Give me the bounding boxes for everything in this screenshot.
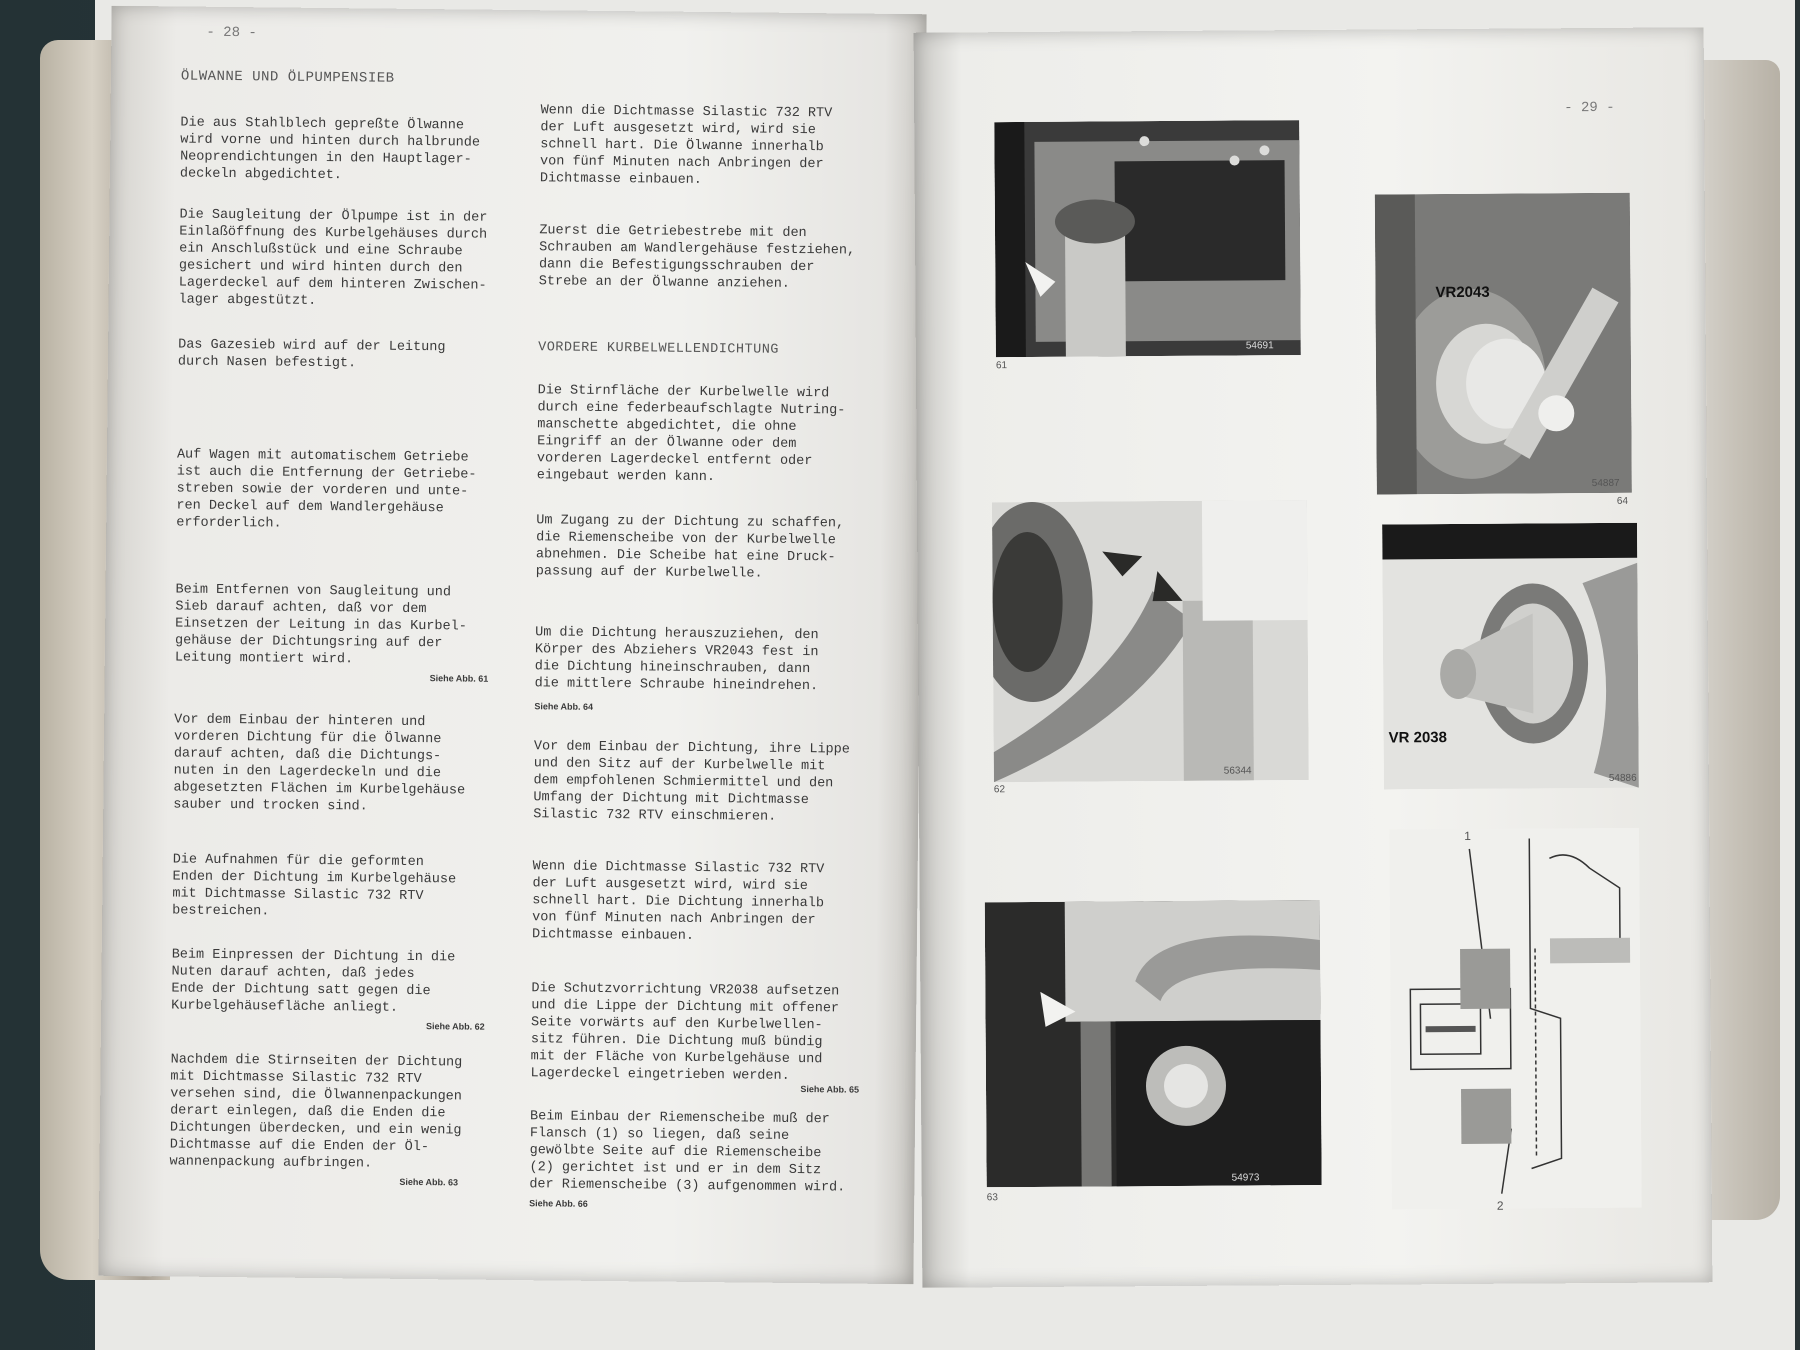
page-number: - 29 - — [1564, 99, 1615, 117]
subheading: VORDERE KURBELWELLENDICHTUNG — [538, 340, 780, 358]
figure-photo-64 — [1375, 193, 1632, 495]
paragraph: Die Schutzvorrichtung VR2038 aufsetzen und die Lippe der Dichtung mit offener Seite vorwärts auf den Kurbelwellen- sitz führen. Die Dichtung muß bündig mit der Fläche von Kurbelgehäuse und Lagerdeckel eingetrieben werden. — [530, 981, 840, 1084]
figure-reference: Siehe Abb. 64 — [534, 701, 594, 712]
photo-code: 54691 — [1245, 340, 1274, 352]
paragraph: Beim Entfernen von Saugleitung und Sieb darauf achten, daß vor dem Einsetzen der Leitung in das Kurbel- gehäuse der Dichtungsring auf der Leitung montiert wird. — [174, 582, 467, 668]
figure-photo-65 — [1382, 523, 1639, 790]
left-page — [98, 6, 926, 1284]
paragraph: Die Aufnahmen für die geformten Enden der Dichtung im Kurbelgehäuse mit Dichtmasse Silastic 732 RTV bestreichen. — [172, 852, 457, 920]
figure-photo-61 — [994, 120, 1301, 357]
figure-reference: Siehe Abb. 61 — [429, 673, 489, 684]
figure-photo-62 — [992, 500, 1309, 782]
tool-label: VR 2038 — [1388, 729, 1447, 747]
paragraph: Nachdem die Stirnseiten der Dichtung mit Dichtmasse Silastic 732 RTV versehen sind, die Ölwannenpackungen derart einlegen, daß die Enden die Dichtungen überdecken, und ein wenig Dichtmasse auf die Enden der Öl- wannenpackung aufbringen. — [169, 1052, 463, 1172]
figure-number: 61 — [995, 360, 1008, 372]
paragraph: Die Saugleitung der Ölpumpe ist in der Einlaßöffnung des Kurbelgehäuses durch ein Anschlußstück und eine Schraube gesichert und wird hinten durch den Lagerdeckel auf dem hinteren Zwischen- lager abgestützt. — [178, 207, 488, 309]
paragraph: Die Stirnfläche der Kurbelwelle wird durch eine federbeaufschlagte Nutring- manschette abgedichtet, die ohne Eingriff an der Ölwanne oder dem vorderen Lagerdeckel entfernt oder eingebaut werden kann. — [536, 383, 846, 486]
figure-reference: Siehe Abb. 63 — [399, 1176, 459, 1188]
callout-label: 2 — [1496, 1198, 1504, 1213]
tool-label: VR2043 — [1435, 283, 1490, 302]
paragraph: Zuerst die Getriebestrebe mit den Schrauben am Wandlergehäuse festziehen, dann die Befestigungsschrauben der Strebe an der Ölwanne anziehen. — [538, 223, 856, 292]
figure-reference: Siehe Abb. 62 — [425, 1021, 485, 1032]
figure-number: 63 — [986, 1192, 998, 1204]
photo-code: 54886 — [1608, 772, 1637, 784]
paragraph: Auf Wagen mit automatischem Getriebe ist auch die Entfernung der Getriebe- streben sowie der vorderen und unte- ren Deckel auf dem Wandlergehäuse erforderlich. — [176, 447, 477, 532]
right-page — [914, 27, 1713, 1287]
figure-number: 64 — [1616, 495, 1629, 507]
page-number: - 28 - — [206, 24, 257, 42]
paragraph: Die aus Stahlblech gepreßte Ölwanne wird vorne und hinten durch halbrunde Neoprendichtungen in den Hauptlager- deckeln abgedichtet. — [179, 115, 481, 184]
figure-diagram-66 — [1389, 828, 1642, 1210]
callout-label: 1 — [1464, 828, 1471, 843]
paragraph: Um Zugang zu der Dichtung zu schaffen, die Riemenscheibe von der Kurbelwelle abnehmen. Die Scheibe hat eine Druck- passung auf der Kurbelwelle. — [535, 513, 845, 582]
photo-code: 56344 — [1223, 765, 1252, 777]
figure-photo-63 — [985, 900, 1322, 1187]
figure-reference: Siehe Abb. 66 — [529, 1198, 588, 1209]
figure-number: 62 — [993, 784, 1006, 796]
photo-code: 54887 — [1591, 477, 1620, 490]
paragraph: Wenn die Dichtmasse Silastic 732 RTV der Luft ausgesetzt wird, wird sie schnell hart. Die Dichtung innerhalb von fünf Minuten nach Anbringen der Dichtmasse einbauen. — [531, 859, 825, 944]
figure-reference: Siehe Abb. 65 — [800, 1084, 860, 1095]
paragraph: Um die Dichtung herauszuziehen, den Körper des Abziehers VR2043 fest in die Dichtung hineinschrauben, dann die mittlere Schraube hineindrehen. — [534, 625, 819, 695]
photo-code: 54973 — [1231, 1172, 1260, 1184]
section-heading: ÖLWANNE UND ÖLPUMPENSIEB — [180, 68, 395, 87]
paragraph: Vor dem Einbau der hinteren und vorderen Dichtung für die Ölwanne darauf achten, daß die Dichtungs- nuten in den Lagerdeckeln und die abgesetzten Flächen im Kurbelgehäuse sauber und trocken sind. — [173, 712, 466, 815]
paragraph: Beim Einpressen der Dichtung in die Nuten darauf achten, daß jedes Ende der Dichtung satt gegen die Kurbelgehäusefläche anliegt. — [171, 947, 456, 1016]
paragraph: Das Gazesieb wird auf der Leitung durch Nasen befestigt. — [177, 337, 446, 372]
paragraph: Beim Einbau der Riemenscheibe muß der Flansch (1) so liegen, daß seine gewölbte Seite auf die Riemenscheibe (2) gerichtet ist und er in dem Sitz der Riemenscheibe (3) aufgenommen wird. — [529, 1109, 846, 1196]
paragraph: Vor dem Einbau der Dichtung, ihre Lippe und den Sitz auf der Kurbelwelle mit dem empfohlenen Schmiermittel und den Umfang der Dichtung mit Dichtmasse Silastic 732 RTV einschmieren. — [533, 739, 850, 825]
paragraph: Wenn die Dichtmasse Silastic 732 RTV der Luft ausgesetzt wird, wird sie schnell hart. Die Ölwanne innerhalb von fünf Minuten nach Anbringen der Dichtmasse einbauen. — [539, 103, 833, 188]
